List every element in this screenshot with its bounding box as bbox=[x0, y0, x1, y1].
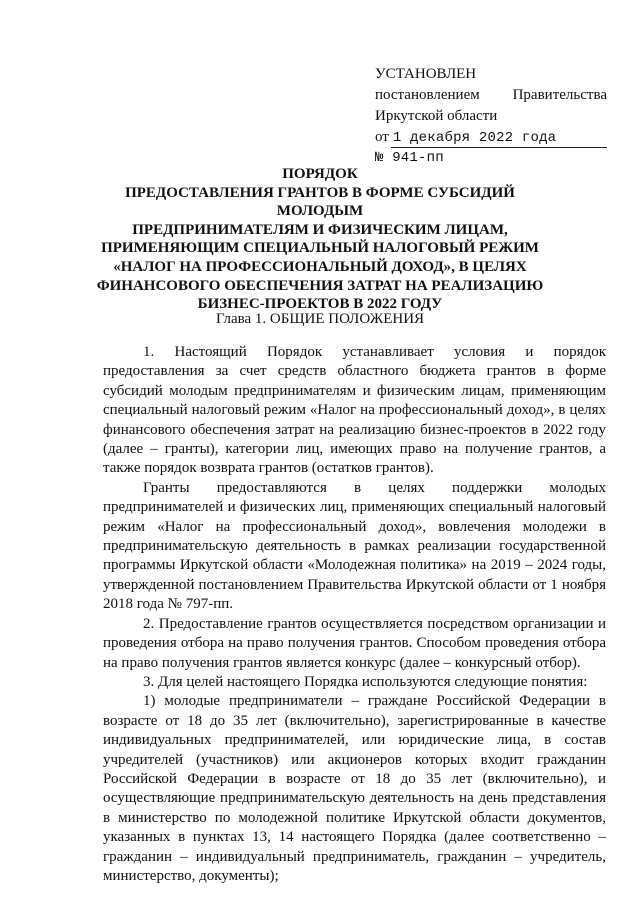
title-line-6: БИЗНЕС-ПРОЕКТОВ В 2022 ГОДУ bbox=[197, 296, 443, 313]
title-line-3: ПРИМЕНЯЮЩИМ СПЕЦИАЛЬНЫЙ НАЛОГОВЫЙ РЕЖИМ bbox=[101, 240, 539, 257]
title-line-5: ФИНАНСОВОГО ОБЕСПЕЧЕНИЯ ЗАТРАТ НА РЕАЛИЗАЦИЮ bbox=[96, 277, 544, 294]
title-line-1: ПРЕДОСТАВЛЕНИЯ ГРАНТОВ В ФОРМЕ СУБСИДИЙ МОЛОДЫМ bbox=[125, 184, 515, 220]
approval-heading: УСТАНОВЛЕН bbox=[375, 66, 477, 82]
paragraph-2: Гранты предоставляются в целях поддержки молодых предпринимателей и физических лиц, применяющих специальный налоговый режим «Налог на профессиональный доход», вовлечения молодежи в предпринимательскую деятельность в рамках реализации государственной программы Иркутской области «Молодежная политика» на 2019 – 2024 годы, утвержденной постановлением Правительства Иркутской области от 1 ноября 2018 года № 797-пп. bbox=[103, 479, 606, 613]
approval-date-line bbox=[375, 127, 607, 148]
paragraph-1: 1. Настоящий Порядок устанавливает условия и порядок предоставления за счет средств областного бюджета грантов в форме субсидий молодым предпринимателям и физическим лицам, применяющим специальный налоговый режим «Налог на профессиональный доход», в целях финансового обеспечения затрат на реализацию бизнес-проектов в 2022 году (далее – гранты), категории лиц, имеющих право на получение грантов, а также порядок возврата грантов (остатков грантов). bbox=[103, 344, 606, 477]
approval-number: № 941-пп bbox=[375, 150, 444, 166]
paragraph-3: 2. Предоставление грантов осуществляется посредством организации и проведения отбора на право получения грантов. Способом проведения отбора на право получения грантов является конкурс (далее – конкурсный отбор). bbox=[103, 615, 606, 671]
approval-date-prefix: от bbox=[375, 129, 389, 145]
document-title bbox=[90, 165, 550, 314]
title-heading: ПОРЯДОК bbox=[282, 166, 358, 182]
chapter-heading: Глава 1. ОБЩИЕ ПОЛОЖЕНИЯ bbox=[215, 311, 425, 327]
approval-date: 1 декабря 2022 года bbox=[391, 130, 607, 148]
approval-stamp bbox=[375, 64, 607, 169]
title-line-2: ПРЕДПРИНИМАТЕЛЯМ И ФИЗИЧЕСКИМ ЛИЦАМ, bbox=[132, 221, 508, 238]
approval-region: Иркутской области bbox=[375, 108, 498, 124]
approval-resolution-word: постановлением bbox=[375, 87, 480, 103]
title-line-4: «НАЛОГ НА ПРОФЕССИОНАЛЬНЫЙ ДОХОД», В ЦЕЛЯХ bbox=[113, 258, 527, 275]
approval-government-word: Правительства bbox=[512, 87, 607, 103]
approval-resolution-line bbox=[375, 85, 607, 106]
paragraph-4: 3. Для целей настоящего Порядка используются следующие понятия: bbox=[143, 673, 588, 690]
document-body bbox=[103, 343, 606, 886]
paragraph-5: 1) молодые предприниматели – граждане Российской Федерации в возрасте от 18 до 35 лет (включительно), зарегистрированные в качестве индивидуальных предпринимателей, или юридические лица, в состав учредителей (участников) или акционеров которых входит гражданин Российской Федерации в возрасте от 18 до 35 лет (включительно), и осуществляющие предпринимательскую деятельность на день представления в министерство по молодежной политике Иркутской области документов, указанных в пунктах 13, 14 настоящего Порядка (далее соответственно – гражданин – индивидуальный предприниматель, гражданин – учредитель, министерство, документы); bbox=[103, 693, 606, 884]
